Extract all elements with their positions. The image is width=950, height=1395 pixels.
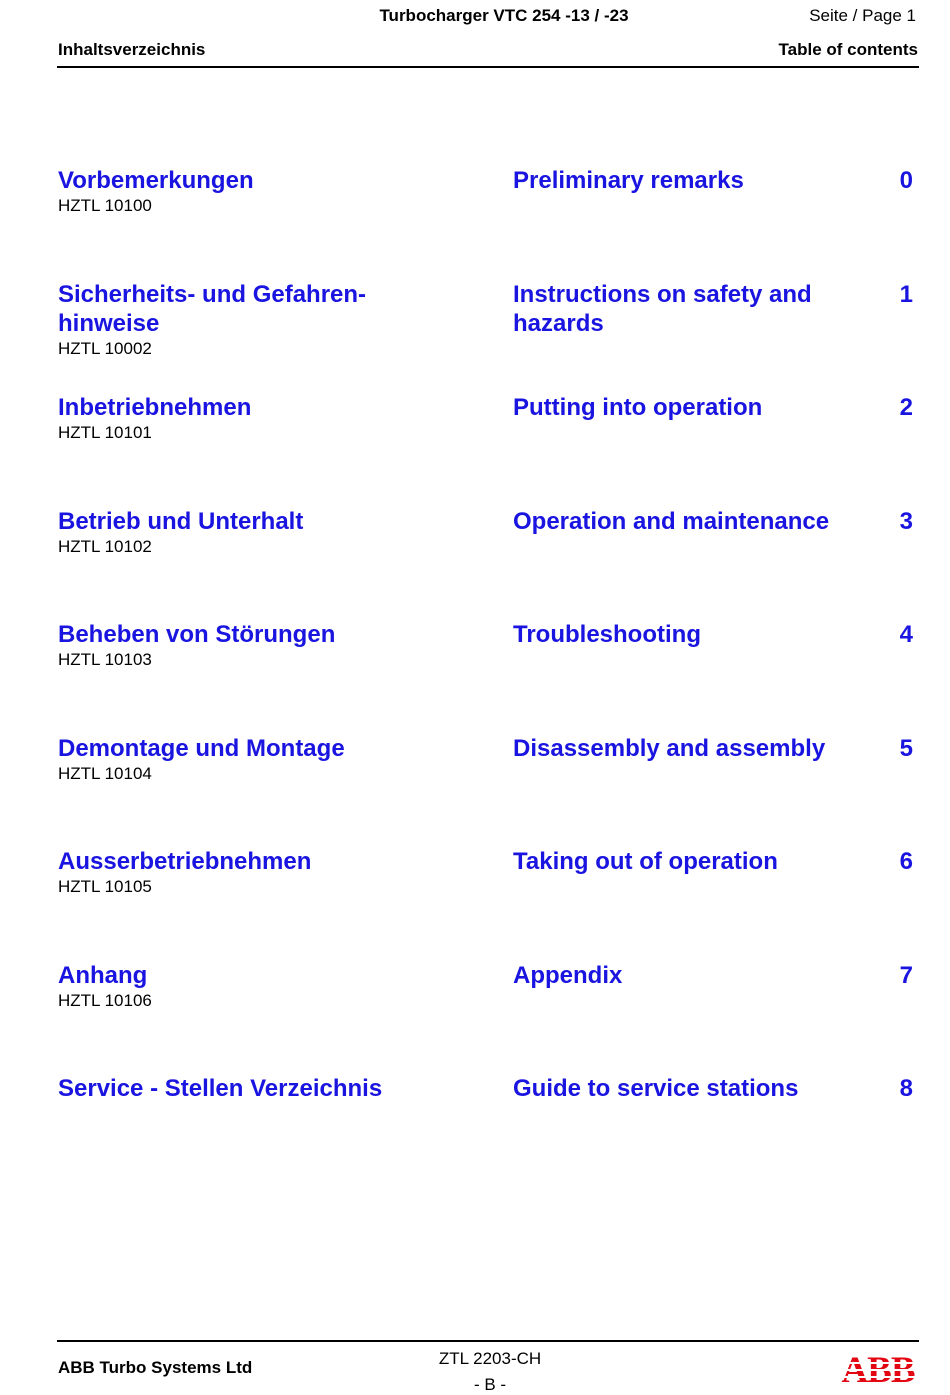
toc-doc-code: HZTL 10104	[58, 763, 152, 783]
toc-doc-code: HZTL 10103	[58, 650, 152, 669]
toc-chapter-number[interactable]: 1	[899, 280, 913, 308]
toc-title-en[interactable]: Operation and maintenance	[513, 507, 830, 535]
toc-chapter-number[interactable]: 4	[899, 621, 913, 648]
toc-title-en[interactable]: Guide to service stations	[513, 1075, 799, 1102]
toc-doc-code: HZTL 10102	[58, 536, 152, 556]
toc-title-de[interactable]: Sicherheits- und Gefahren- hinweise	[58, 280, 367, 337]
toc-chapter-number[interactable]: 3	[899, 507, 913, 535]
toc-doc-code: HZTL 10100	[58, 196, 152, 215]
toc-title-de[interactable]: Ausserbetriebnehmen	[58, 848, 312, 875]
toc-doc-code: HZTL 10101	[58, 423, 152, 442]
toc-title-de[interactable]: Vorbemerkungen	[58, 167, 254, 194]
toc-title-en[interactable]: Preliminary remarks	[513, 167, 744, 194]
page-number: Seite / Page 1	[809, 6, 916, 25]
toc-chapter-number[interactable]: 0	[899, 167, 913, 194]
abb-logo-text	[838, 1354, 918, 1388]
abb-logo	[838, 1354, 918, 1388]
section-title-en: Table of contents	[778, 40, 918, 59]
header-rule	[57, 66, 919, 68]
toc-entry-8[interactable]	[57, 1074, 919, 1188]
document-title: Turbocharger VTC 254 -13 / -23	[379, 6, 629, 25]
toc-title-en[interactable]: Troubleshooting	[513, 621, 701, 648]
toc-entry-7[interactable]	[57, 961, 919, 1075]
toc-doc-code: HZTL 10002	[58, 338, 152, 358]
toc-title-de[interactable]: Inbetriebnehmen	[58, 394, 252, 421]
toc-title-de[interactable]: Service - Stellen Verzeichnis	[58, 1075, 383, 1102]
toc-title-de[interactable]: Demontage und Montage	[58, 734, 345, 762]
section-title-de: Inhaltsverzeichnis	[58, 40, 206, 59]
toc-title-en[interactable]: Instructions on safety and hazards	[513, 280, 812, 337]
toc-title-en[interactable]: Putting into operation	[513, 394, 763, 421]
toc-title-de[interactable]: Betrieb und Unterhalt	[58, 507, 304, 535]
toc-title-de[interactable]: Beheben von Störungen	[58, 621, 336, 648]
toc-chapter-number[interactable]: 8	[899, 1075, 913, 1102]
toc-entry-2[interactable]	[57, 393, 919, 507]
toc-title-de[interactable]: Anhang	[58, 961, 148, 989]
toc-chapter-number[interactable]: 2	[899, 394, 913, 421]
toc-title-en[interactable]: Taking out of operation	[513, 848, 778, 875]
table-of-contents	[57, 166, 919, 1188]
toc-doc-code: HZTL 10106	[58, 990, 152, 1010]
toc-title-en[interactable]: Disassembly and assembly	[513, 734, 826, 762]
document-number: ZTL 2203-CH	[438, 1349, 542, 1368]
toc-chapter-number[interactable]: 5	[899, 734, 913, 762]
toc-entry-6[interactable]	[57, 847, 919, 961]
toc-doc-code: HZTL 10105	[58, 877, 152, 896]
company-name: ABB Turbo Systems Ltd	[58, 1358, 253, 1377]
toc-entry-4[interactable]	[57, 620, 919, 734]
revision-label: - B -	[473, 1375, 507, 1394]
toc-chapter-number[interactable]: 7	[899, 961, 913, 989]
toc-entry-5[interactable]	[57, 734, 919, 848]
toc-entry-3[interactable]	[57, 507, 919, 621]
footer-rule	[57, 1340, 919, 1342]
toc-entry-0[interactable]	[57, 166, 919, 280]
toc-title-en[interactable]: Appendix	[513, 961, 623, 989]
toc-entry-1[interactable]	[57, 280, 919, 394]
toc-chapter-number[interactable]: 6	[899, 848, 913, 875]
